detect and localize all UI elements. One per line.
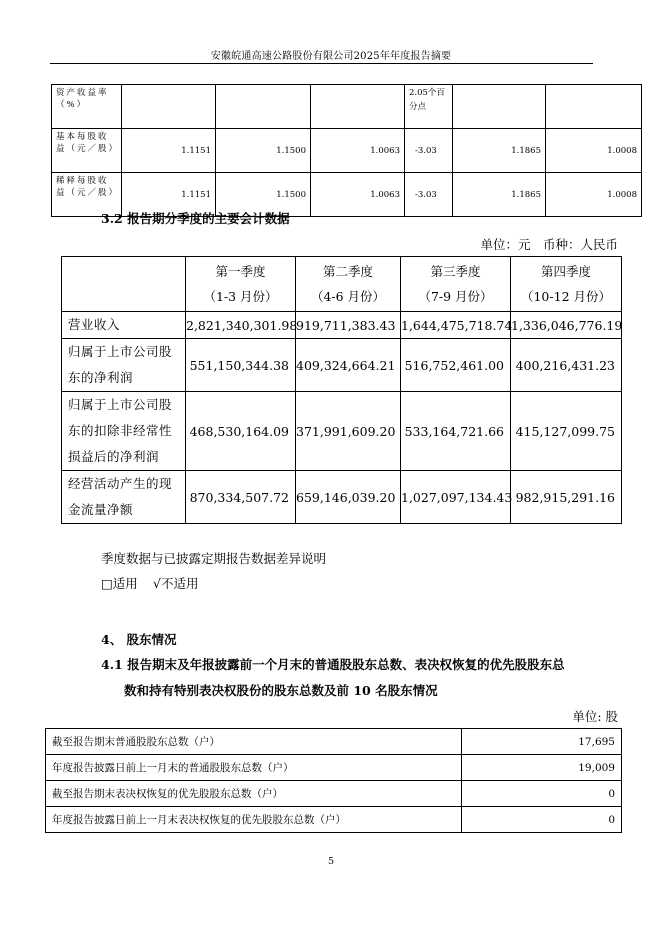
- table-row: [46, 807, 622, 833]
- cell: 1.0063: [311, 129, 405, 173]
- row-label: 稀释每股收益（元／股）: [52, 173, 122, 217]
- cell: 1.0063: [311, 173, 405, 217]
- cell: 2.05个百分点: [405, 85, 453, 129]
- cell: 516,752,461.00: [401, 339, 511, 392]
- option-not-applicable: √不适用: [153, 576, 199, 591]
- financial-indicators-table: [51, 84, 642, 217]
- header-cell: [401, 257, 511, 312]
- table-header-row: [62, 257, 622, 312]
- table-row: [46, 729, 622, 755]
- quarterly-data-table: [61, 256, 622, 524]
- cell: 1.1865: [453, 173, 546, 217]
- row-label: 年度报告披露日前上一月末的普通股股东总数（户）: [46, 755, 462, 781]
- cell: -3.03: [405, 129, 453, 173]
- cell: 551,150,344.38: [186, 339, 296, 392]
- row-label: 截至报告期末普通股股东总数（户）: [46, 729, 462, 755]
- cell: 1.0008: [546, 173, 642, 217]
- table-row: [52, 129, 642, 173]
- cell: 19,009: [462, 755, 622, 781]
- cell: 1.1151: [122, 173, 216, 217]
- header-cell-empty: [62, 257, 186, 312]
- cell: 17,695: [462, 729, 622, 755]
- option-applicable: □适用: [101, 576, 138, 591]
- page-number: 5: [327, 856, 335, 867]
- cell: [311, 85, 405, 129]
- cell: 1.1865: [453, 129, 546, 173]
- header-cell: [186, 257, 296, 312]
- cell: 400,216,431.23: [511, 339, 622, 392]
- table-row: [46, 755, 622, 781]
- row-label: 归属于上市公司股东的扣除非经常性损益后的净利润: [62, 392, 186, 471]
- cell: 1,644,475,718.74: [401, 312, 511, 339]
- cell: 1,027,097,134.43: [401, 471, 511, 524]
- cell: 0: [462, 781, 622, 807]
- cell: 1.1500: [216, 173, 311, 217]
- table-row: [46, 781, 622, 807]
- cell: 371,991,609.20: [296, 392, 401, 471]
- cell: -3.03: [405, 173, 453, 217]
- unit-label: 单位：元 币种：人民币: [480, 237, 618, 252]
- cell: 1.0008: [546, 129, 642, 173]
- row-label: 营业收入: [62, 312, 186, 339]
- table-row: [62, 339, 622, 392]
- header-name: 第四季度: [540, 264, 591, 279]
- row-label: 年度报告披露日前上一月末表决权恢复的优先股股东总数（户）: [46, 807, 462, 833]
- header-range: （10-12 月份）: [520, 289, 611, 304]
- section-title: 4、 股东情况: [101, 632, 177, 647]
- cell: 919,711,383.43: [296, 312, 401, 339]
- cell: [546, 85, 642, 129]
- table-row: [52, 85, 642, 129]
- subsection-title-line1: 4.1 报告期末及年报披露前一个月末的普通股股东总数、表决权恢复的优先股股东总: [101, 657, 565, 672]
- header-divider: [50, 63, 593, 64]
- header-name: 第一季度: [215, 264, 266, 279]
- cell: 870,334,507.72: [186, 471, 296, 524]
- unit-label: 单位: 股: [572, 709, 618, 724]
- cell: 0: [462, 807, 622, 833]
- cell: 1,336,046,776.19: [511, 312, 622, 339]
- cell: 415,127,099.75: [511, 392, 622, 471]
- header-name: 第二季度: [322, 264, 373, 279]
- row-label: 截至报告期末表决权恢复的优先股股东总数（户）: [46, 781, 462, 807]
- cell: [216, 85, 311, 129]
- table-row: [62, 312, 622, 339]
- page-header: 安徽皖通高速公路股份有限公司2025年年度报告摘要: [210, 51, 452, 62]
- header-range: （7-9 月份）: [418, 289, 493, 304]
- cell: [453, 85, 546, 129]
- cell: 2,821,340,301.98: [186, 312, 296, 339]
- cell: 1.1151: [122, 129, 216, 173]
- cell: 409,324,664.21: [296, 339, 401, 392]
- difference-note: 季度数据与已披露定期报告数据差异说明: [101, 551, 327, 566]
- row-label: 经营活动产生的现金流量净额: [62, 471, 186, 524]
- cell: 659,146,039.20: [296, 471, 401, 524]
- subsection-title-line2: 数和持有特别表决权股份的股东总数及前 10 名股东情况: [124, 683, 438, 698]
- cell: 982,915,291.16: [511, 471, 622, 524]
- cell: [122, 85, 216, 129]
- cell: 468,530,164.09: [186, 392, 296, 471]
- shareholders-table: [45, 728, 622, 833]
- header-cell: [296, 257, 401, 312]
- table-row: [62, 471, 622, 524]
- row-label: 资产收益率（%）: [52, 85, 122, 129]
- header-cell: [511, 257, 622, 312]
- cell: 533,164,721.66: [401, 392, 511, 471]
- header-range: （4-6 月份）: [310, 289, 386, 304]
- section-title: 3.2 报告期分季度的主要会计数据: [101, 211, 290, 226]
- cell: 1.1500: [216, 129, 311, 173]
- header-range: （1-3 月份）: [203, 289, 278, 304]
- row-label: 基本每股收益（元／股）: [52, 129, 122, 173]
- row-label: 归属于上市公司股东的净利润: [62, 339, 186, 392]
- header-name: 第三季度: [430, 264, 481, 279]
- table-row: [62, 392, 622, 471]
